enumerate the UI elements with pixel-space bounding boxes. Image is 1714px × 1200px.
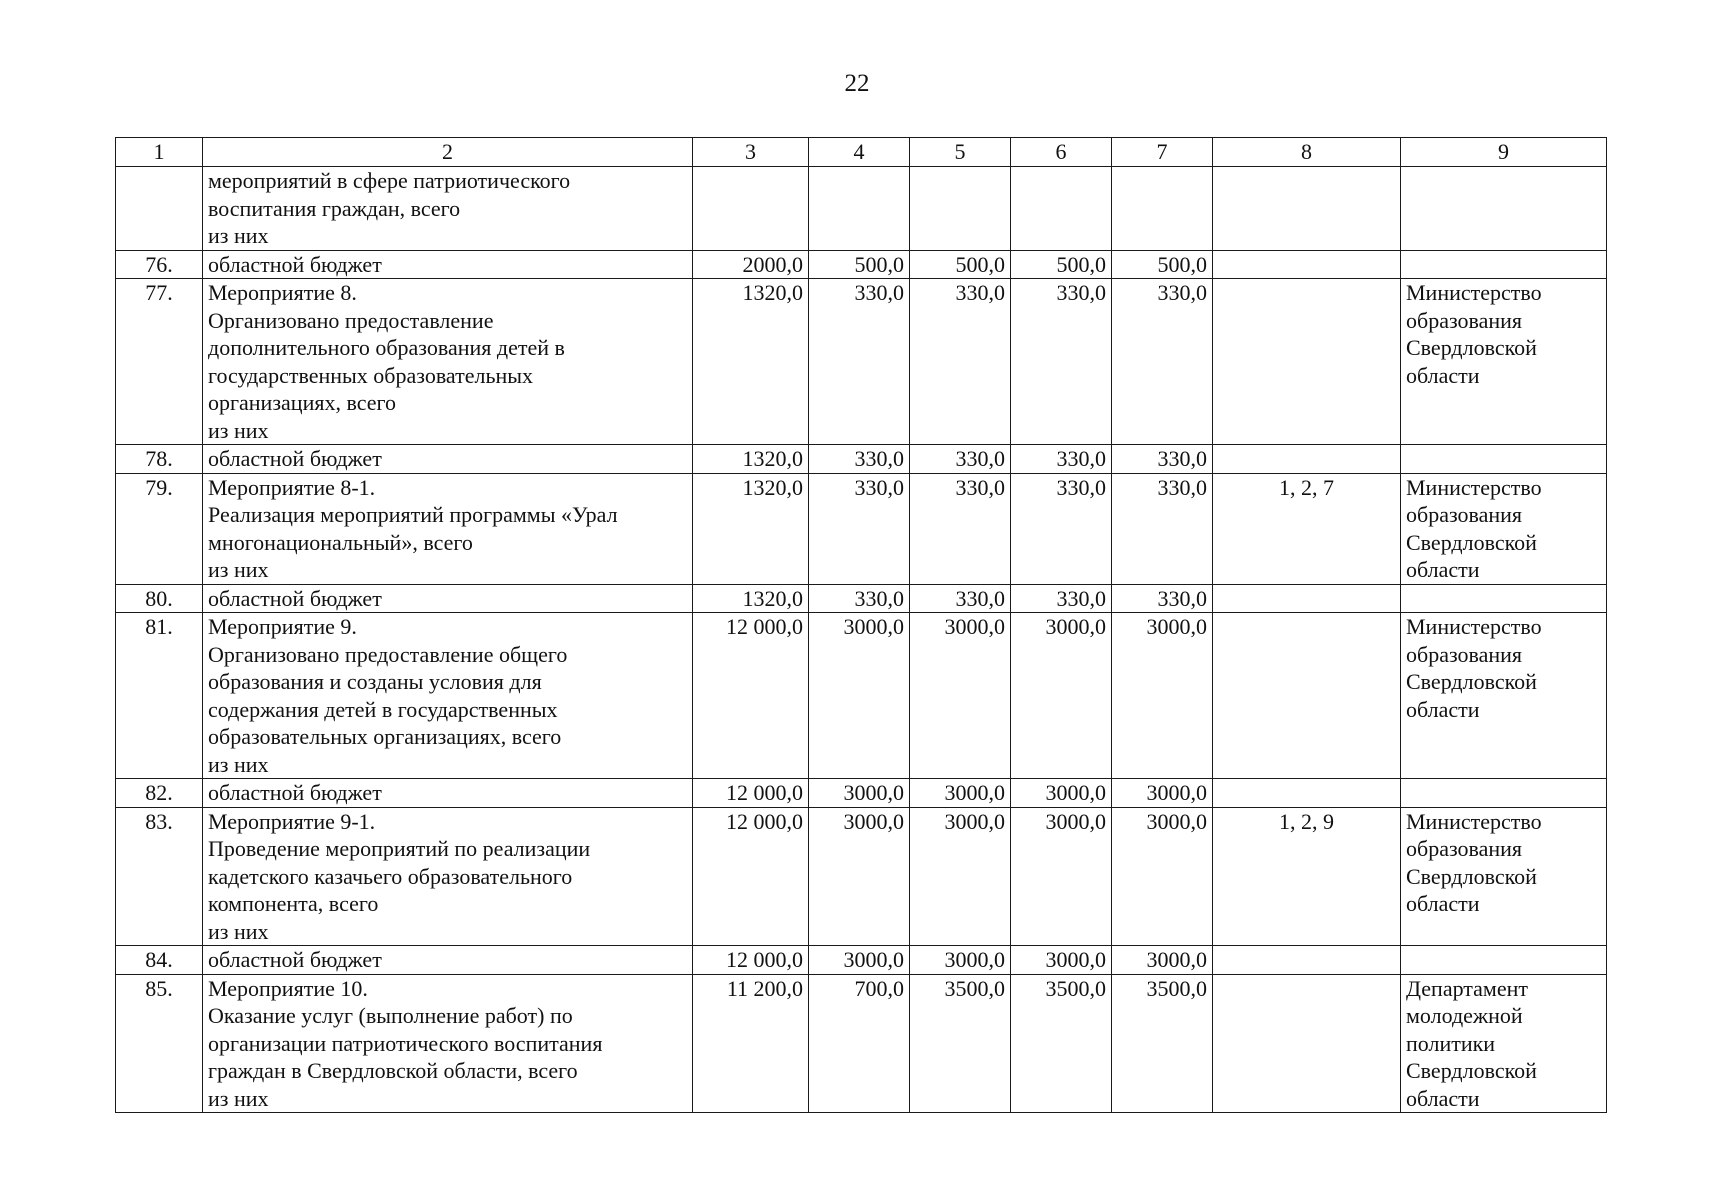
value-c7: 330,0 [1112, 279, 1213, 445]
row-number: 79. [116, 473, 203, 584]
target-reference [1213, 167, 1401, 251]
value-c7: 3000,0 [1112, 807, 1213, 946]
value-c3: 1320,0 [693, 445, 809, 474]
table-row [116, 279, 1607, 445]
description-line: областной бюджет [208, 446, 382, 471]
executor-line: области [1406, 891, 1480, 916]
table-row [116, 974, 1607, 1113]
header-row [116, 138, 1607, 167]
value-c7: 330,0 [1112, 584, 1213, 613]
row-number: 82. [116, 779, 203, 808]
description-line: Мероприятие 9. [208, 614, 357, 639]
target-reference: 1, 2, 9 [1213, 807, 1401, 946]
description-line: областной бюджет [208, 251, 382, 277]
value-c4: 3000,0 [809, 946, 910, 975]
header-col-4: 4 [809, 138, 910, 167]
executor-line: политики [1406, 1030, 1496, 1056]
header-col-7: 7 [1112, 138, 1213, 167]
executor-line: области [1406, 696, 1480, 722]
executor [1401, 613, 1607, 779]
value-c5: 330,0 [910, 445, 1011, 474]
value-c7: 330,0 [1112, 473, 1213, 584]
value-c5 [910, 167, 1011, 251]
row-number: 78. [116, 445, 203, 474]
description-line: образовательных организациях, всего [208, 724, 562, 749]
description-line: областной бюджет [208, 780, 382, 805]
value-c3: 2000,0 [693, 250, 809, 279]
value-c6: 330,0 [1011, 279, 1112, 445]
value-c4: 330,0 [809, 584, 910, 613]
value-c4: 3000,0 [809, 613, 910, 779]
target-reference [1213, 613, 1401, 779]
executor-line: Свердловской [1406, 529, 1537, 555]
value-c7 [1112, 167, 1213, 251]
description-line: из них [208, 557, 269, 582]
value-c4: 330,0 [809, 473, 910, 584]
value-c3: 12 000,0 [693, 613, 809, 779]
row-number [116, 167, 203, 251]
value-c6 [1011, 167, 1112, 251]
budget-table [115, 137, 1607, 1113]
value-c5: 3000,0 [910, 807, 1011, 946]
value-c7: 3000,0 [1112, 613, 1213, 779]
target-reference [1213, 279, 1401, 445]
description-line: граждан в Свердловской области, всего [208, 1058, 578, 1083]
table-header [116, 138, 1607, 167]
header-col-6: 6 [1011, 138, 1112, 167]
description-line: многонациональный», всего [208, 529, 473, 555]
description-line: из них [208, 223, 269, 248]
value-c5: 330,0 [910, 279, 1011, 445]
executor [1401, 807, 1607, 946]
table-row [116, 584, 1607, 613]
value-c3: 12 000,0 [693, 807, 809, 946]
value-c6: 330,0 [1011, 445, 1112, 474]
executor-line: Министерство [1406, 474, 1542, 500]
row-number: 77. [116, 279, 203, 445]
value-c5: 3000,0 [910, 779, 1011, 808]
row-number: 81. [116, 613, 203, 779]
description-line: Организовано предоставление [208, 307, 494, 333]
executor-line: Свердловской [1406, 335, 1537, 360]
description-line: государственных образовательных [208, 362, 534, 388]
table-row [116, 946, 1607, 975]
executor [1401, 167, 1607, 251]
table-row [116, 167, 1607, 251]
row-description [203, 779, 693, 808]
header-col-2: 2 [203, 138, 693, 167]
executor-line: образования [1406, 641, 1523, 667]
executor-line: Свердловской [1406, 1058, 1537, 1083]
value-c5: 3500,0 [910, 974, 1011, 1113]
row-description [203, 584, 693, 613]
row-description [203, 974, 693, 1113]
executor-line: области [1406, 557, 1480, 582]
header-col-9: 9 [1401, 138, 1607, 167]
row-description [203, 946, 693, 975]
row-number: 84. [116, 946, 203, 975]
value-c3: 1320,0 [693, 473, 809, 584]
value-c7: 3000,0 [1112, 946, 1213, 975]
value-c4: 330,0 [809, 445, 910, 474]
value-c4: 700,0 [809, 974, 910, 1113]
header-col-5: 5 [910, 138, 1011, 167]
table-row [116, 445, 1607, 474]
table-row [116, 807, 1607, 946]
row-number: 80. [116, 584, 203, 613]
executor-line: образования [1406, 307, 1523, 333]
value-c3: 11 200,0 [693, 974, 809, 1113]
value-c6: 3000,0 [1011, 613, 1112, 779]
executor [1401, 445, 1607, 474]
header-col-1: 1 [116, 138, 203, 167]
executor [1401, 779, 1607, 808]
value-c3 [693, 167, 809, 251]
value-c6: 3000,0 [1011, 779, 1112, 808]
description-line: Мероприятие 9-1. [208, 808, 376, 834]
value-c4: 330,0 [809, 279, 910, 445]
description-line: организациях, всего [208, 390, 396, 415]
value-c3: 1320,0 [693, 584, 809, 613]
description-line: мероприятий в сфере патриотического [208, 168, 571, 193]
table-row [116, 250, 1607, 279]
description-line: из них [208, 1085, 269, 1111]
executor [1401, 974, 1607, 1113]
value-c6: 500,0 [1011, 250, 1112, 279]
value-c6: 3000,0 [1011, 946, 1112, 975]
row-description [203, 279, 693, 445]
description-line: Мероприятие 10. [208, 975, 368, 1001]
value-c6: 330,0 [1011, 584, 1112, 613]
executor-line: Министерство [1406, 614, 1542, 639]
description-line: воспитания граждан, всего [208, 195, 461, 221]
value-c7: 3000,0 [1112, 779, 1213, 808]
target-reference [1213, 974, 1401, 1113]
description-line: компонента, всего [208, 891, 379, 916]
value-c3: 12 000,0 [693, 946, 809, 975]
row-description [203, 250, 693, 279]
description-line: организации патриотического воспитания [208, 1030, 603, 1056]
value-c5: 330,0 [910, 584, 1011, 613]
value-c5: 330,0 [910, 473, 1011, 584]
description-line: Проведение мероприятий по реализации [208, 836, 591, 861]
executor [1401, 946, 1607, 975]
value-c4: 3000,0 [809, 807, 910, 946]
row-number: 76. [116, 250, 203, 279]
target-reference [1213, 779, 1401, 808]
executor-line: Департамент [1406, 975, 1529, 1001]
executor-line: области [1406, 362, 1480, 388]
description-line: из них [208, 918, 269, 944]
description-line: из них [208, 751, 269, 777]
value-c4 [809, 167, 910, 251]
executor [1401, 279, 1607, 445]
description-line: содержания детей в государственных [208, 696, 558, 722]
description-line: из них [208, 417, 269, 443]
executor [1401, 584, 1607, 613]
row-description [203, 613, 693, 779]
row-description [203, 167, 693, 251]
description-line: Мероприятие 8. [208, 280, 357, 305]
value-c5: 500,0 [910, 250, 1011, 279]
table-row [116, 473, 1607, 584]
value-c7: 500,0 [1112, 250, 1213, 279]
executor-line: Министерство [1406, 280, 1542, 305]
executor-line: Министерство [1406, 808, 1542, 834]
value-c6: 3500,0 [1011, 974, 1112, 1113]
target-reference [1213, 584, 1401, 613]
value-c6: 330,0 [1011, 473, 1112, 584]
description-line: образования и созданы условия для [208, 669, 542, 694]
target-reference: 1, 2, 7 [1213, 473, 1401, 584]
value-c5: 3000,0 [910, 946, 1011, 975]
row-number: 85. [116, 974, 203, 1113]
executor-line: образования [1406, 502, 1523, 527]
value-c7: 3500,0 [1112, 974, 1213, 1113]
target-reference [1213, 445, 1401, 474]
description-line: Организовано предоставление общего [208, 641, 568, 667]
description-line: областной бюджет [208, 585, 382, 611]
executor-line: образования [1406, 836, 1523, 861]
value-c3: 12 000,0 [693, 779, 809, 808]
executor-line: Свердловской [1406, 669, 1537, 694]
header-col-8: 8 [1213, 138, 1401, 167]
value-c7: 330,0 [1112, 445, 1213, 474]
page-number: 22 [844, 70, 870, 97]
description-line: областной бюджет [208, 947, 382, 972]
value-c3: 1320,0 [693, 279, 809, 445]
description-line: Оказание услуг (выполнение работ) по [208, 1003, 573, 1028]
table-body [116, 167, 1607, 1113]
target-reference [1213, 946, 1401, 975]
value-c4: 3000,0 [809, 779, 910, 808]
description-line: дополнительного образования детей в [208, 335, 565, 360]
executor-line: области [1406, 1085, 1480, 1111]
table-row [116, 613, 1607, 779]
value-c5: 3000,0 [910, 613, 1011, 779]
executor [1401, 250, 1607, 279]
executor [1401, 473, 1607, 584]
row-number: 83. [116, 807, 203, 946]
row-description [203, 445, 693, 474]
row-description [203, 807, 693, 946]
description-line: Реализация мероприятий программы «Урал [208, 502, 618, 527]
value-c6: 3000,0 [1011, 807, 1112, 946]
executor-line: Свердловской [1406, 863, 1537, 889]
value-c4: 500,0 [809, 250, 910, 279]
header-col-3: 3 [693, 138, 809, 167]
description-line: кадетского казачьего образовательного [208, 863, 573, 889]
target-reference [1213, 250, 1401, 279]
row-description [203, 473, 693, 584]
executor-line: молодежной [1406, 1003, 1523, 1028]
table-row [116, 779, 1607, 808]
description-line: Мероприятие 8-1. [208, 474, 376, 500]
